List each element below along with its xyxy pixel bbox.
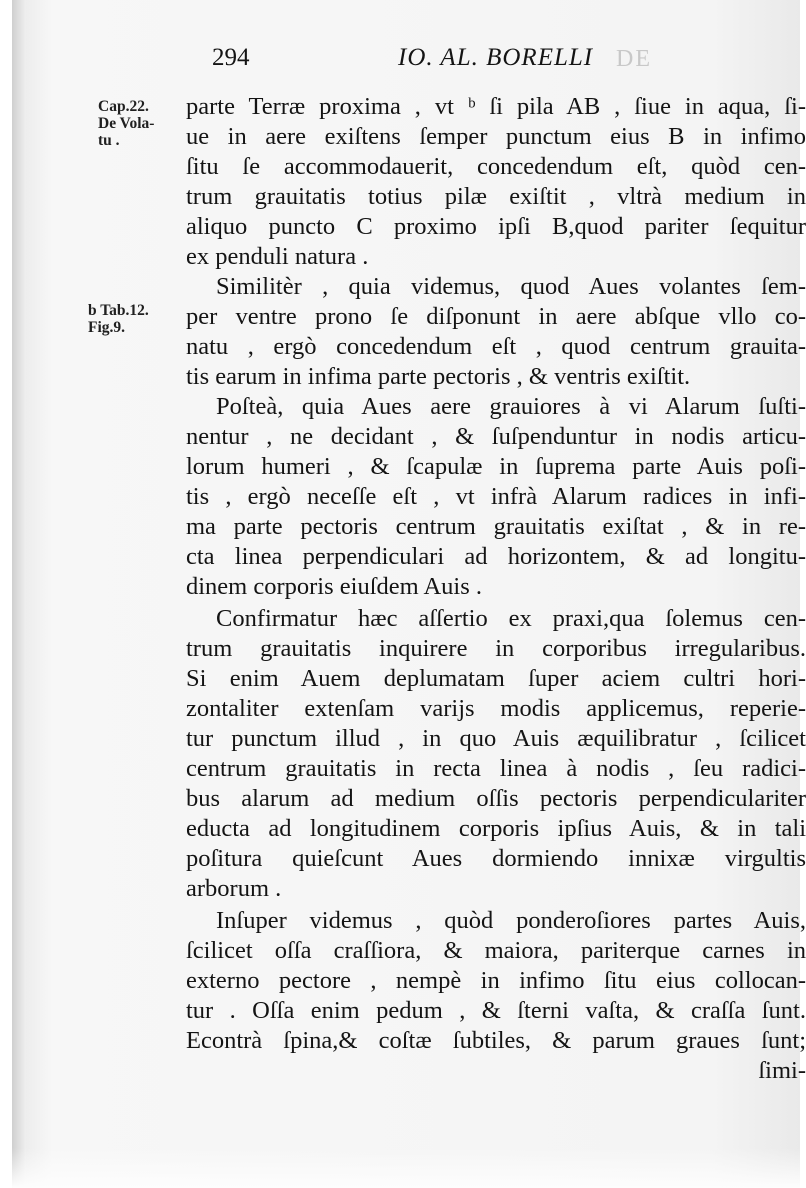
book-page xyxy=(12,0,806,1188)
text-line: tur . Oſſa enim pedum , & ſterni vaſta, & craſſa ſunt. xyxy=(186,997,806,1024)
text-line: tis , ergò neceſſe eſt , vt infrà Alarum radices in infi- xyxy=(186,483,806,510)
text-line: ſcilicet oſſa craſſiora, & maiora, pariterque carnes in xyxy=(186,937,806,964)
text-line: zontaliter extenſam varijs modis applicemus, reperie- xyxy=(186,695,806,722)
text-line: bus alarum ad medium oſſis pectoris perpendiculariter xyxy=(186,785,806,812)
text-line: parte Terræ proxima , vt ᵇ ſi pila AB , ſiue in aqua, ſi- xyxy=(186,93,806,120)
margin-note-line: tu . xyxy=(98,132,120,149)
running-head: IO. AL. BORELLI xyxy=(398,44,594,71)
text-line: ma parte pectoris centrum grauitatis exiſtat , & in re- xyxy=(186,513,806,540)
paragraph-start-line: Confirmatur hæc aſſertio ex praxi,qua ſolemus cen- xyxy=(216,605,806,632)
paragraph-start-line: Inſuper videmus , quòd ponderoſiores partes Auis, xyxy=(216,907,806,934)
bleed-through-text: DE xyxy=(616,46,652,72)
text-line: ſitu ſe accommodauerit, concedendum eſt, quòd cen- xyxy=(186,153,806,180)
text-line: aliquo puncto C proximo ipſi B,quod pariter ſequitur xyxy=(186,213,806,240)
body-text xyxy=(186,92,806,1086)
text-line: lorum humeri , & ſcapulæ in ſuprema parte Auis poſi- xyxy=(186,453,806,480)
margin-note-line: b Tab.12. xyxy=(88,302,149,319)
gutter-shadow xyxy=(12,0,26,1188)
page-bottom-edge xyxy=(12,1148,800,1188)
margin-note-reference xyxy=(88,302,149,336)
text-line: nentur , ne decidant , & ſuſpenduntur in nodis articu- xyxy=(186,423,806,450)
text-line: arborum . xyxy=(186,875,282,902)
text-line: cta linea perpendiculari ad horizontem, & ad longitu- xyxy=(186,543,806,570)
text-line: tur punctum illud , in quo Auis æquilibratur , ſcilicet xyxy=(186,725,806,752)
margin-note-line: De Vola- xyxy=(98,115,155,132)
text-line: trum grauitatis inquirere in corporibus irregularibus. xyxy=(186,635,806,662)
text-line: externo pectore , nempè in infimo ſitu eius collocan- xyxy=(186,967,806,994)
text-line: tis earum in infima parte pectoris , & ventris exiſtit. xyxy=(186,363,691,390)
page-number: 294 xyxy=(212,44,250,71)
page-header xyxy=(212,44,632,84)
text-line: dinem corporis eiuſdem Auis . xyxy=(186,573,482,600)
text-line: poſitura quieſcunt Aues dormiendo innixæ virgultis xyxy=(186,845,806,872)
text-line: centrum grauitatis in recta linea à nodis , ſeu radici- xyxy=(186,755,806,782)
catchword: ſimi- xyxy=(758,1057,806,1084)
text-line: ex penduli natura . xyxy=(186,243,369,270)
margin-note-chapter xyxy=(98,98,154,149)
text-line: ue in aere exiſtens ſemper punctum eius B in infimo xyxy=(186,123,806,150)
paragraph-start-line: Poſteà, quia Aues aere grauiores à vi Alarum ſuſti- xyxy=(216,393,806,420)
text-line: trum grauitatis totius pilæ exiſtit , vltrà medium in xyxy=(186,183,806,210)
text-line: per ventre prono ſe diſponunt in aere abſque vllo co- xyxy=(186,303,806,330)
text-line: Si enim Auem deplumatam ſuper aciem cultri hori- xyxy=(186,665,806,692)
paragraph-start-line: Similitèr , quia videmus, quod Aues volantes ſem- xyxy=(216,273,806,300)
margin-note-line: Fig.9. xyxy=(88,319,126,336)
margin-note-line: Cap.22. xyxy=(98,98,149,115)
text-line: natu , ergò concedendum eſt , quod centrum grauita- xyxy=(186,333,806,360)
text-line: educta ad longitudinem corporis ipſius Auis, & in tali xyxy=(186,815,806,842)
text-line: Econtrà ſpina,& coſtæ ſubtiles, & parum graues ſunt; xyxy=(186,1027,806,1054)
